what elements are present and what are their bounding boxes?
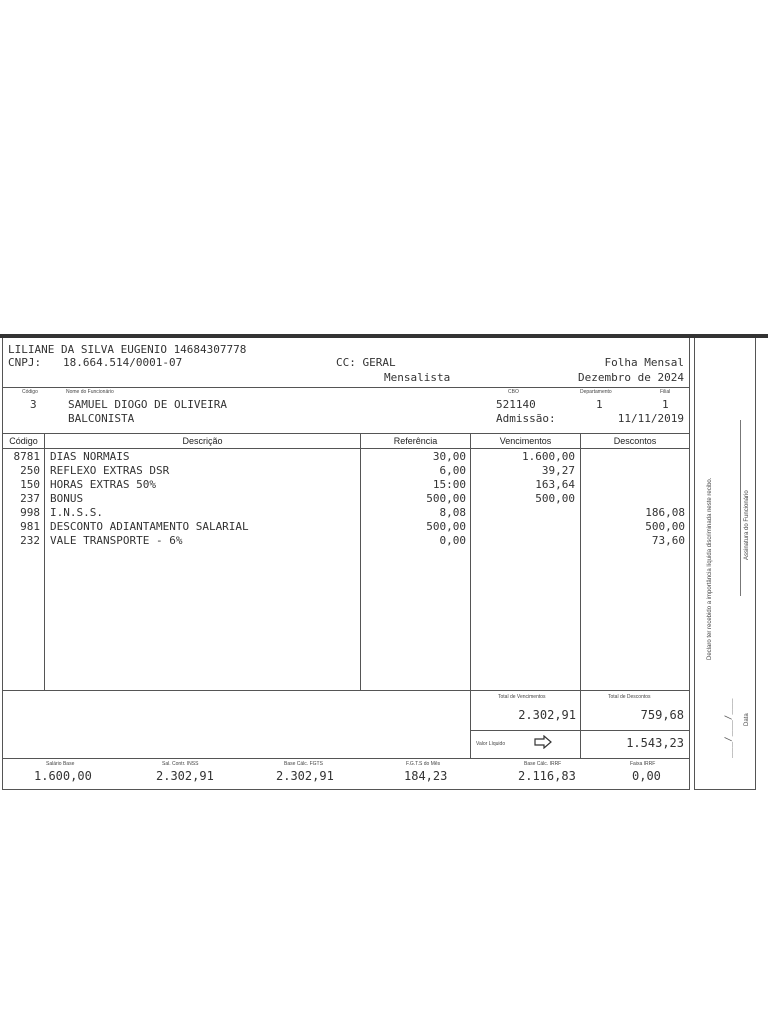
employee-name-label: Nome do Funcionário: [66, 389, 114, 395]
row-description: BONUS: [50, 492, 84, 505]
total-earnings-value: 2.302,91: [518, 708, 576, 722]
department-value: 1: [596, 398, 603, 411]
base-salary-value: 1.600,00: [34, 769, 92, 783]
irrf-base-label: Base Cálc. IRRF: [524, 761, 562, 767]
branch-value: 1: [662, 398, 669, 411]
company-name: LILIANE DA SILVA EUGENIO 14684307778: [8, 343, 247, 356]
table-row: [0, 478, 690, 492]
stub-right: [755, 338, 756, 790]
frame-right: [689, 338, 690, 790]
row-reference: 500,00: [426, 520, 466, 533]
row-code: 981: [20, 520, 40, 533]
row-deductions: 186,08: [645, 506, 685, 519]
net-divider: [470, 730, 689, 731]
row-description: HORAS EXTRAS 50%: [50, 478, 156, 491]
row-code: 8781: [13, 450, 40, 463]
sheet-type: Folha Mensal: [604, 356, 684, 369]
row-earnings: 1.600,00: [522, 450, 575, 463]
col-description-header: Descrição: [182, 436, 223, 446]
payroll-type: Mensalista: [384, 371, 451, 384]
arrow-right-icon: [534, 735, 552, 749]
fgts-month-label: F.G.T.S do Mês: [406, 761, 441, 767]
row-earnings: 500,00: [535, 492, 575, 505]
row-code: 237: [20, 492, 40, 505]
row-description: I.N.S.S.: [50, 506, 103, 519]
fgts-base-label: Base Cálc. FGTS: [284, 761, 323, 767]
row-reference: 500,00: [426, 492, 466, 505]
irrf-bracket-label: Faixa IRRF: [630, 761, 656, 767]
cnpj-label: CNPJ:: [8, 356, 42, 369]
col-reference-header: Referência: [393, 436, 438, 446]
base-salary-label: Salário Base: [46, 761, 75, 767]
row-reference: 6,00: [439, 464, 466, 477]
period: Dezembro de 2024: [578, 371, 684, 384]
row-earnings: 163,64: [535, 478, 575, 491]
date-field: ___/___/___: [724, 698, 734, 758]
col-deductions-header: Descontos: [613, 436, 657, 446]
cbo-value: 521140: [496, 398, 536, 411]
cbo-label: CBO: [508, 389, 519, 395]
code-label: Código: [22, 389, 38, 395]
date-label: Data: [744, 713, 750, 726]
table-row: [0, 492, 690, 506]
row-reference: 0,00: [439, 534, 466, 547]
row-deductions: 500,00: [645, 520, 685, 533]
net-value: 1.543,23: [626, 736, 684, 750]
branch-label: Filial: [660, 389, 671, 395]
signature-line: [740, 420, 741, 596]
row-description: DESCONTO ADIANTAMENTO SALARIAL: [50, 520, 249, 533]
fgts-base-value: 2.302,91: [276, 769, 334, 783]
row-earnings: 39,27: [541, 464, 575, 477]
signature-label: Assinatura do Funcionário: [744, 490, 750, 560]
footer-top: [3, 758, 689, 759]
receipt-declaration: Declaro ter recebido a importância líquida discriminada neste recibo.: [707, 477, 713, 660]
table-row: [0, 506, 690, 520]
table-row: [0, 520, 690, 534]
row-reference: 15:00: [432, 478, 466, 491]
employee-role: BALCONISTA: [68, 412, 135, 425]
total-earnings-label: Total de Vencimentos: [498, 694, 546, 700]
row-deductions: 73,60: [651, 534, 685, 547]
stub-bottom: [694, 789, 756, 790]
top-border: [0, 334, 768, 338]
frame-left: [2, 338, 3, 790]
inss-base-value: 2.302,91: [156, 769, 214, 783]
col-code-header: Código: [9, 436, 38, 446]
cnpj-value: 18.664.514/0001-07: [63, 356, 183, 369]
table-row: [0, 534, 690, 548]
row-code: 250: [20, 464, 40, 477]
irrf-base-value: 2.116,83: [518, 769, 576, 783]
department-label: Departamento: [580, 389, 612, 395]
stub-left: [694, 338, 695, 790]
col-earnings-header: Vencimentos: [499, 436, 552, 446]
row-code: 232: [20, 534, 40, 547]
table-header-bottom: [3, 448, 689, 449]
total-deductions-value: 759,68: [640, 708, 684, 722]
table-top: [3, 433, 689, 434]
employee-code: 3: [30, 398, 37, 411]
row-reference: 30,00: [432, 450, 466, 463]
table-bottom: [3, 690, 689, 691]
row-description: REFLEXO EXTRAS DSR: [50, 464, 170, 477]
frame-bottom: [2, 789, 690, 790]
admission-date: 11/11/2019: [617, 412, 684, 425]
table-row: [0, 450, 690, 464]
table-row: [0, 464, 690, 478]
admission-label: Admissão:: [496, 412, 556, 425]
employee-name: SAMUEL DIOGO DE OLIVEIRA: [68, 398, 227, 411]
divider-1: [3, 387, 689, 388]
row-description: VALE TRANSPORTE - 6%: [50, 534, 183, 547]
irrf-bracket-value: 0,00: [632, 769, 661, 783]
inss-base-label: Sal. Contr. INSS: [162, 761, 199, 767]
net-value-label: Valor Líquido: [476, 741, 506, 747]
row-code: 998: [20, 506, 40, 519]
row-reference: 8,08: [439, 506, 466, 519]
cost-center: CC: GERAL: [336, 356, 396, 369]
row-description: DIAS NORMAIS: [50, 450, 130, 463]
total-deductions-label: Total de Descontos: [608, 694, 651, 700]
row-code: 150: [20, 478, 40, 491]
fgts-month-value: 184,23: [404, 769, 448, 783]
